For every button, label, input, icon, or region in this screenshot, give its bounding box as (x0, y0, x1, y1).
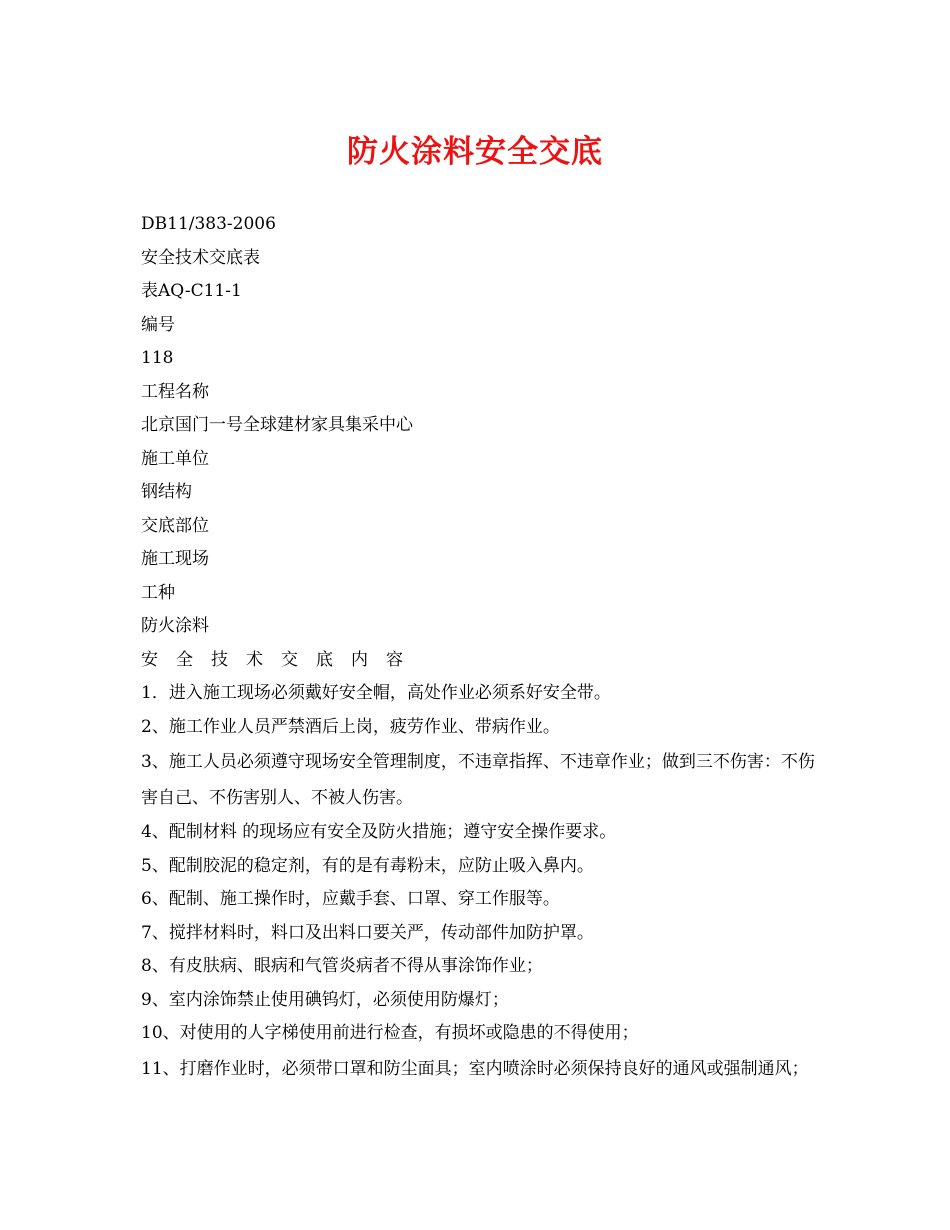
list-item: 4、配制材料 的现场应有安全及防火措施；遵守安全操作要求。 (141, 822, 617, 842)
standard-code: DB11/383-2006 (141, 214, 276, 234)
document-title: 防火涂料安全交底 (347, 134, 603, 170)
form-number: 表AQ-C11-1 (141, 281, 242, 301)
list-item: 7、搅拌材料时，料口及出料口要关严，传动部件加防护罩。 (141, 922, 594, 943)
project-name-value: 北京国门一号全球建材家具集采中心 (141, 415, 413, 435)
list-item: 1．进入施工现场必须戴好安全帽，高处作业必须系好安全带。 (141, 683, 611, 703)
location-value: 施工现场 (141, 549, 209, 569)
trade-label: 工种 (141, 582, 175, 603)
document-body (141, 208, 831, 1087)
list-item: 11、打磨作业时，必须带口罩和防尘面具；室内喷涂时必须保持良好的通风或强制通风； (141, 1058, 809, 1079)
location-label: 交底部位 (141, 515, 209, 536)
contractor-value: 钢结构 (141, 482, 192, 502)
serial-label: 编号 (141, 314, 175, 335)
list-item: 6、配制、施工操作时，应戴手套、口罩、穿工作服等。 (141, 889, 560, 909)
list-item: 8、有皮肤病、眼病和气管炎病者不得从事涂饰作业； (141, 956, 543, 976)
trade-value: 防火涂料 (141, 616, 209, 636)
form-name: 安全技术交底表 (141, 247, 260, 268)
contractor-label: 施工单位 (141, 448, 209, 469)
list-item: 9、室内涂饰禁止使用碘钨灯，必须使用防爆灯； (141, 989, 509, 1010)
list-item: 10、对使用的人字梯使用前进行检查，有损坏或隐患的不得使用； (141, 1023, 639, 1043)
project-name-label: 工程名称 (141, 381, 209, 402)
list-item: 2、施工作业人员严禁酒后上岗，疲劳作业、带病作业。 (141, 716, 560, 737)
section-heading: 安全技术交底内容 (141, 649, 421, 670)
list-item: 5、配制胶泥的稳定剂，有的是有毒粉末，应防止吸入鼻内。 (141, 855, 594, 876)
serial-value: 118 (141, 348, 174, 368)
list-item: 3、施工人员必须遵守现场安全管理制度，不违章指挥、不违章作业；做到三不伤害：不伤害自己、不伤害别人、不被人伤害。 (141, 752, 815, 808)
